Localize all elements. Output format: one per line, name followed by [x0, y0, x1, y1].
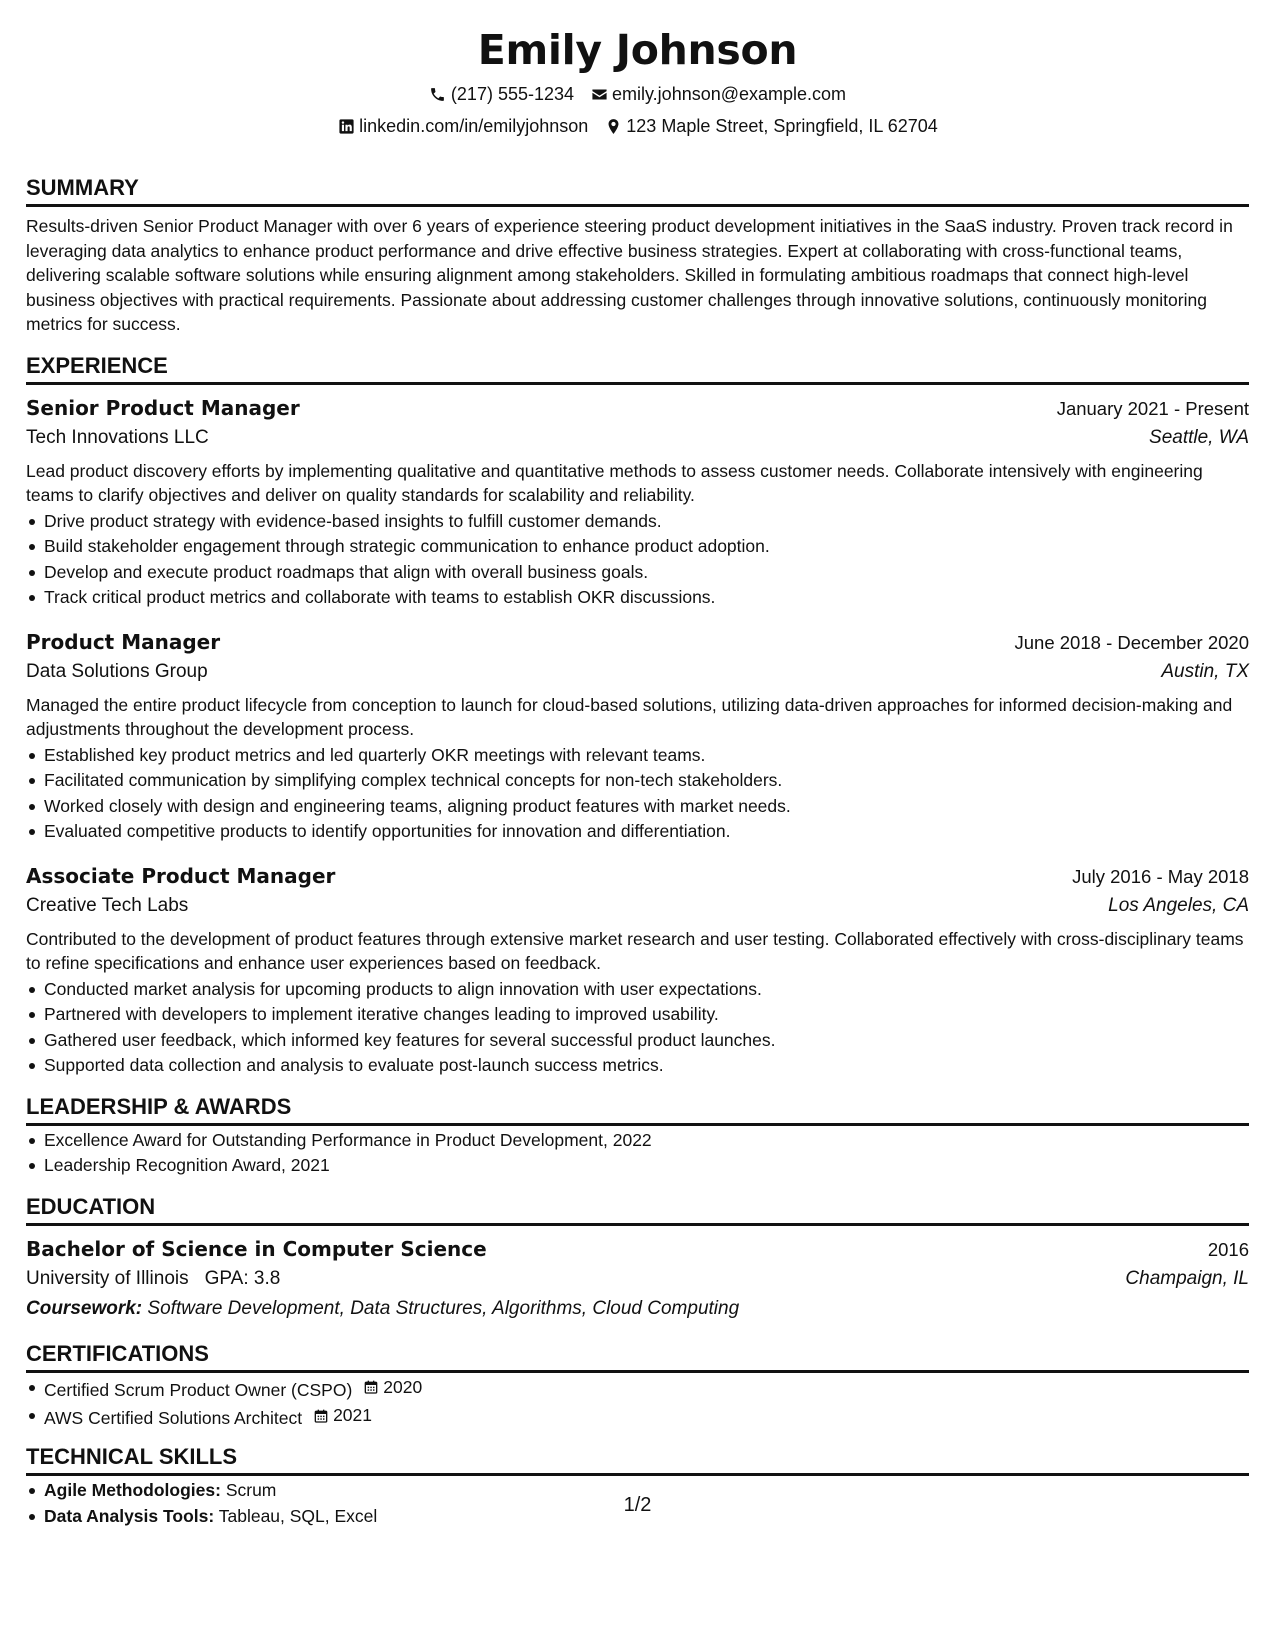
coursework — [26, 1294, 1249, 1324]
section-title-skills: TECHNICAL SKILLS — [26, 1443, 1249, 1476]
education-section — [26, 1193, 1249, 1324]
job-bullets — [26, 977, 1249, 1079]
school-name: University of Illinois — [26, 1267, 189, 1289]
phone-contact — [429, 83, 574, 105]
list-item: Facilitated communication by simplifying complex technical concepts for non-tech stakeholders. — [44, 768, 1249, 794]
education-row-1 — [26, 1235, 1249, 1264]
certification-item — [44, 1375, 1249, 1403]
award-list — [26, 1128, 1249, 1179]
certification-date — [362, 1375, 422, 1401]
job-location: Los Angeles, CA — [1108, 894, 1249, 916]
coursework-label: Coursework: — [26, 1297, 143, 1319]
certification-item — [44, 1403, 1249, 1431]
job-description: Contributed to the development of product features through extensive market research and user testing. Collaborated effectively with cross-disciplinary teams to refine specifications and enhance user experiences based on feedback. — [26, 928, 1244, 973]
phone-text: (217) 555-1234 — [450, 84, 575, 104]
contact-line-1 — [26, 83, 1249, 105]
job-entry — [26, 394, 1249, 611]
graduation-year: 2016 — [1207, 1238, 1249, 1260]
map-marker-icon — [604, 117, 622, 135]
job-row-1 — [26, 628, 1249, 657]
degree-title: Bachelor of Science in Computer Science — [26, 1236, 487, 1261]
skill-label: Data Analysis Tools: — [44, 1505, 215, 1526]
list-item: Established key product metrics and led quarterly OKR meetings with relevant teams. — [44, 743, 1249, 769]
section-title-awards: LEADERSHIP & AWARDS — [26, 1093, 1249, 1126]
section-title-summary: SUMMARY — [26, 174, 1249, 207]
job-row-2 — [26, 657, 1249, 687]
email-contact[interactable] — [590, 83, 846, 105]
awards-section — [26, 1093, 1249, 1179]
email-text[interactable]: emily.johnson@example.com — [612, 84, 847, 104]
resume-header — [26, 0, 1249, 137]
job-description: Lead product discovery efforts by implementing qualitative and quantitative methods to assess customer needs. Collaborate intensively with engineering teams to clarify objectives and deliver on quality standards for scalability and reliability. — [26, 460, 1203, 505]
certification-list — [26, 1375, 1249, 1432]
linkedin-icon — [337, 117, 355, 135]
job-company: Data Solutions Group — [26, 660, 208, 682]
job-location: Seattle, WA — [1149, 426, 1249, 448]
job-date: June 2018 - December 2020 — [1014, 631, 1249, 653]
address-contact — [604, 115, 938, 137]
skill-value: Scrum — [225, 1480, 277, 1500]
list-item: Track critical product metrics and collaborate with teams to establish OKR discussions. — [44, 585, 1249, 611]
linkedin-text[interactable]: linkedin.com/in/emilyjohnson — [359, 116, 589, 136]
list-item: Worked closely with design and engineering teams, aligning product features with market needs. — [44, 794, 1249, 820]
job-title: Product Manager — [26, 629, 221, 654]
education-entry — [26, 1235, 1249, 1324]
summary-section — [26, 174, 1249, 337]
address-text: 123 Maple Street, Springfield, IL 62704 — [626, 116, 938, 136]
envelope-icon — [590, 85, 608, 103]
job-list — [26, 394, 1249, 1079]
summary-text: Results-driven Senior Product Manager with over 6 years of experience steering product development initiatives in the SaaS industry. Proven track record in leveraging data analytics to enhance product performance and drive effective business strategies. Expert at collaborating with cross-functional teams, delivering scalable software solutions while ensuring alignment among stakeholders. Skilled in formulating ambitious roadmaps that connect high-level business objectives with practical requirements. Passionate about addressing customer challenges through innovative solutions, continuously monitoring metrics for success. — [26, 216, 1233, 334]
school-info — [26, 1264, 280, 1294]
job-date: July 2016 - May 2018 — [1072, 865, 1249, 887]
linkedin-contact[interactable] — [337, 115, 588, 137]
list-item: Gathered user feedback, which informed key features for several successful product launches. — [44, 1028, 1249, 1054]
section-title-education: EDUCATION — [26, 1193, 1249, 1226]
certification-year: 2020 — [383, 1376, 423, 1397]
candidate-name: Emily Johnson — [477, 26, 798, 74]
phone-icon — [429, 85, 447, 103]
contact-line-2 — [26, 115, 1249, 137]
calendar-icon — [312, 1407, 330, 1425]
certification-name: AWS Certified Solutions Architect — [44, 1407, 303, 1428]
list-item: Conducted market analysis for upcoming products to align innovation with user expectations. — [44, 977, 1249, 1003]
list-item: Supported data collection and analysis to evaluate post-launch success metrics. — [44, 1053, 1249, 1079]
experience-section — [26, 352, 1249, 1079]
list-item: Drive product strategy with evidence-based insights to fulfill customer demands. — [44, 509, 1249, 535]
coursework-list: Software Development, Data Structures, Algorithms, Cloud Computing — [147, 1297, 740, 1319]
job-location: Austin, TX — [1161, 660, 1249, 682]
job-bullets — [26, 743, 1249, 845]
job-title: Associate Product Manager — [26, 863, 336, 888]
job-title: Senior Product Manager — [26, 395, 300, 420]
certification-date — [312, 1403, 372, 1429]
list-item: Build stakeholder engagement through strategic communication to enhance product adoption. — [44, 534, 1249, 560]
section-title-experience: EXPERIENCE — [26, 352, 1249, 385]
list-item: Evaluated competitive products to identify opportunities for innovation and differentiation. — [44, 819, 1249, 845]
job-row-2 — [26, 423, 1249, 453]
job-entry — [26, 628, 1249, 845]
job-description: Managed the entire product lifecycle from conception to launch for cloud-based solutions, utilizing data-driven approaches for informed decision-making and adjustments throughout the development process. — [26, 694, 1233, 739]
job-date: January 2021 - Present — [1056, 397, 1249, 419]
skill-label: Agile Methodologies: — [44, 1480, 221, 1500]
job-row-2 — [26, 891, 1249, 921]
section-title-certifications: CERTIFICATIONS — [26, 1340, 1249, 1373]
job-entry — [26, 862, 1249, 1079]
education-row-2 — [26, 1264, 1249, 1294]
job-company: Tech Innovations LLC — [26, 426, 209, 448]
job-row-1 — [26, 394, 1249, 423]
gpa-text: GPA: 3.8 — [204, 1267, 281, 1289]
award-item: Excellence Award for Outstanding Performance in Product Development, 2022 — [44, 1128, 1249, 1154]
job-company: Creative Tech Labs — [26, 894, 189, 916]
school-location: Champaign, IL — [1125, 1267, 1249, 1289]
job-row-1 — [26, 862, 1249, 891]
list-item: Develop and execute product roadmaps that align with overall business goals. — [44, 560, 1249, 586]
award-item: Leadership Recognition Award, 2021 — [44, 1153, 1249, 1179]
job-bullets — [26, 509, 1249, 611]
certification-name: Certified Scrum Product Owner (CSPO) — [44, 1379, 353, 1400]
certifications-section — [26, 1340, 1249, 1432]
list-item: Partnered with developers to implement iterative changes leading to improved usability. — [44, 1002, 1249, 1028]
certification-year: 2021 — [333, 1404, 373, 1425]
skill-value: Tableau, SQL, Excel — [218, 1505, 378, 1526]
page-number: 1/2 — [623, 1494, 652, 1516]
calendar-icon — [362, 1378, 380, 1396]
